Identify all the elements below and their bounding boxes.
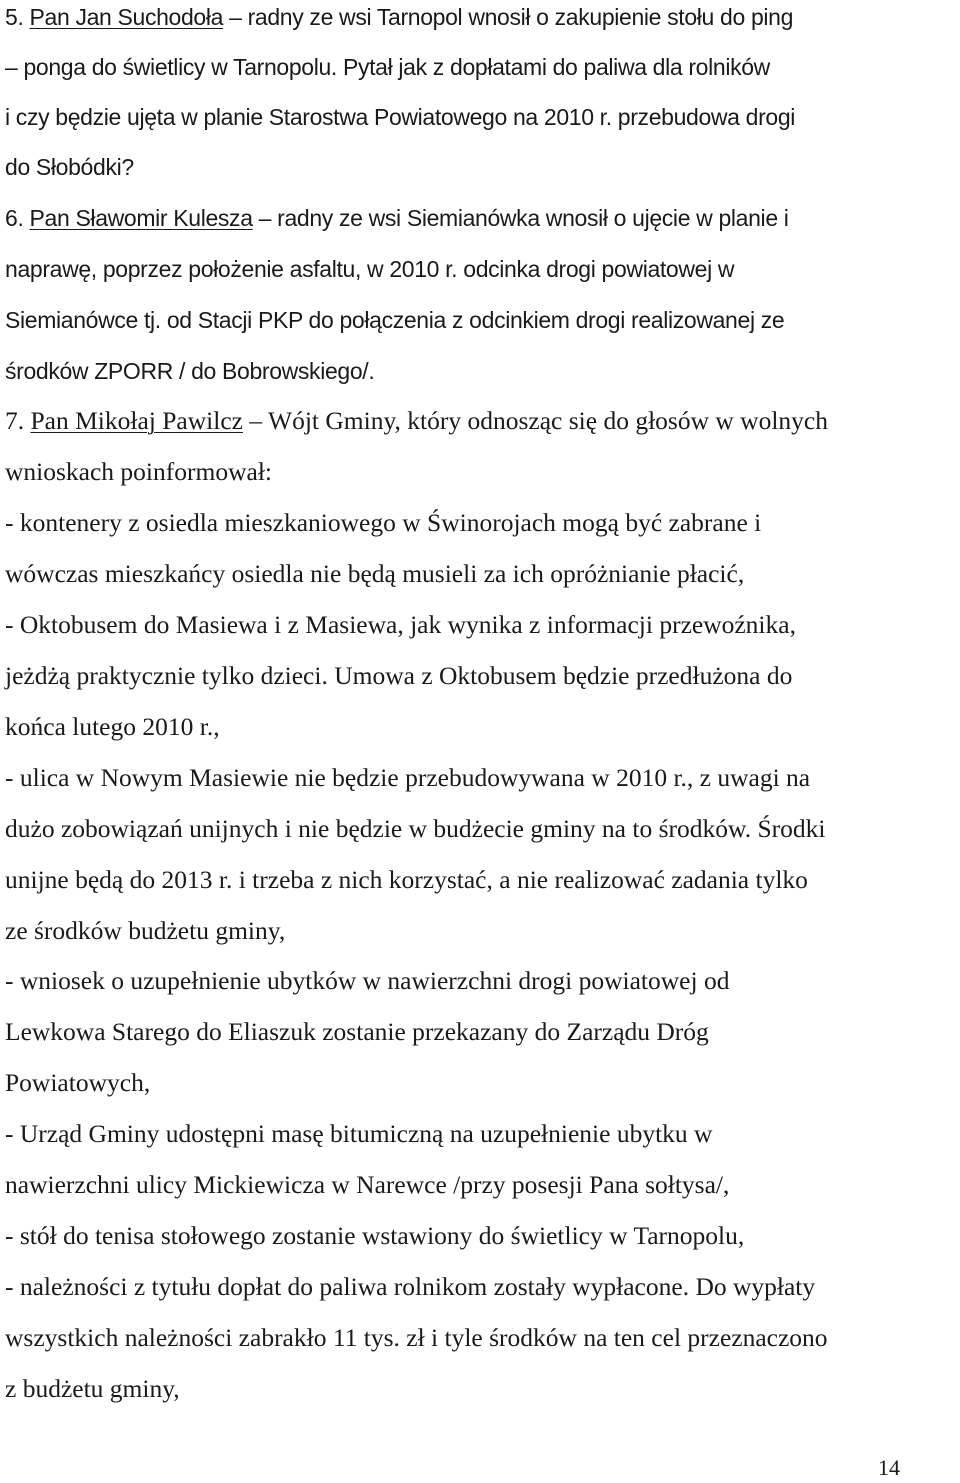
person-name: Pan Jan Suchodoła bbox=[29, 4, 224, 30]
text-run: naprawę, poprzez położenie asfaltu, w 2010 r. odcinka drogi powiatowej w bbox=[5, 256, 735, 282]
text-run: ze środków budżetu gminy, bbox=[5, 916, 286, 945]
text-line bbox=[5, 1017, 709, 1047]
person-name: Pan Sławomir Kulesza bbox=[29, 205, 253, 231]
text-run: - wniosek o uzupełnienie ubytków w nawierzchni drogi powiatowej od bbox=[5, 966, 730, 995]
text-run: unijne będą do 2013 r. i trzeba z nich korzystać, a nie realizować zadania tylko bbox=[5, 865, 808, 894]
text-run: - Oktobusem do Masiewa i z Masiewa, jak wynika z informacji przewoźnika, bbox=[5, 610, 796, 639]
text-line bbox=[5, 1323, 828, 1353]
text-line bbox=[5, 712, 220, 742]
text-line bbox=[5, 1119, 712, 1149]
text-run: jeżdżą praktycznie tylko dzieci. Umowa z Oktobusem będzie przedłużona do bbox=[5, 661, 793, 690]
text-line bbox=[5, 865, 808, 895]
text-line bbox=[5, 203, 789, 233]
text-line bbox=[5, 406, 828, 436]
text-run: - Urząd Gminy udostępni masę bitumiczną na uzupełnienie ubytku w bbox=[5, 1119, 713, 1148]
text-run: Powiatowych, bbox=[5, 1068, 151, 1097]
text-line bbox=[5, 1374, 180, 1404]
text-run: i czy będzie ujęta w planie Starostwa Powiatowego na 2010 r. przebudowa drogi bbox=[5, 104, 796, 130]
text-run: do Słobódki? bbox=[5, 154, 134, 180]
page-number: 14 bbox=[878, 1455, 900, 1480]
text-line bbox=[5, 610, 796, 640]
text-run: 7. bbox=[5, 406, 31, 435]
text-run: wnioskach poinformował: bbox=[5, 457, 272, 486]
text-run: – Wójt Gminy, który odnosząc się do głosów w wolnych bbox=[242, 406, 828, 435]
text-run: nawierzchni ulicy Mickiewicza w Narewce /przy posesji Pana sołtysa/, bbox=[5, 1170, 730, 1199]
text-line bbox=[5, 2, 793, 32]
text-line bbox=[5, 457, 272, 487]
text-run: końca lutego 2010 r., bbox=[5, 712, 220, 741]
text-run: 5. bbox=[5, 4, 30, 30]
text-run: 6. bbox=[5, 205, 30, 231]
text-line bbox=[5, 152, 134, 182]
text-line bbox=[5, 1272, 815, 1302]
text-run: wszystkich należności zabrakło 11 tys. zł i tyle środków na ten cel przeznaczono bbox=[5, 1323, 828, 1352]
text-line bbox=[5, 305, 784, 335]
text-line bbox=[5, 356, 374, 386]
text-line bbox=[5, 1068, 150, 1098]
text-run: – ponga do świetlicy w Tarnopolu. Pytał jak z dopłatami do paliwa dla rolników bbox=[5, 54, 770, 80]
text-run: środków ZPORR / do Bobrowskiego/. bbox=[5, 358, 375, 384]
text-line bbox=[5, 508, 761, 538]
text-run: - ulica w Nowym Masiewie nie będzie przebudowywana w 2010 r., z uwagi na bbox=[5, 763, 811, 792]
text-line bbox=[5, 814, 826, 844]
text-run: - stół do tenisa stołowego zostanie wstawiony do świetlicy w Tarnopolu, bbox=[5, 1221, 745, 1250]
text-line bbox=[5, 966, 729, 996]
text-run: dużo zobowiązań unijnych i nie będzie w budżecie gminy na to środków. Środki bbox=[5, 814, 826, 843]
text-line bbox=[5, 661, 792, 691]
text-run: z budżetu gminy, bbox=[5, 1374, 180, 1403]
text-line bbox=[5, 102, 795, 132]
text-run: – radny ze wsi Tarnopol wnosił o zakupienie stołu do ping bbox=[223, 4, 794, 30]
text-run: – radny ze wsi Siemianówka wnosił o ujęcie w planie i bbox=[252, 205, 789, 231]
text-run: - należności z tytułu dopłat do paliwa rolnikom zostały wypłacone. Do wypłaty bbox=[5, 1272, 816, 1301]
text-run: Lewkowa Starego do Eliaszuk zostanie przekazany do Zarządu Dróg bbox=[5, 1017, 709, 1046]
text-line bbox=[5, 1221, 744, 1251]
text-run: wówczas mieszkańcy osiedla nie będą musieli za ich opróżnianie płacić, bbox=[5, 559, 745, 588]
text-run: - kontenery z osiedla mieszkaniowego w Świnorojach mogą być zabrane i bbox=[5, 508, 762, 537]
document-page bbox=[5, 0, 955, 1483]
text-line bbox=[5, 52, 770, 82]
person-name: Pan Mikołaj Pawilcz bbox=[30, 406, 243, 435]
text-line bbox=[5, 559, 744, 589]
text-line bbox=[5, 1170, 729, 1200]
text-line bbox=[5, 254, 734, 284]
text-run: Siemianówce tj. od Stacji PKP do połączenia z odcinkiem drogi realizowanej ze bbox=[5, 307, 785, 333]
text-line bbox=[5, 916, 285, 946]
text-line bbox=[5, 763, 810, 793]
